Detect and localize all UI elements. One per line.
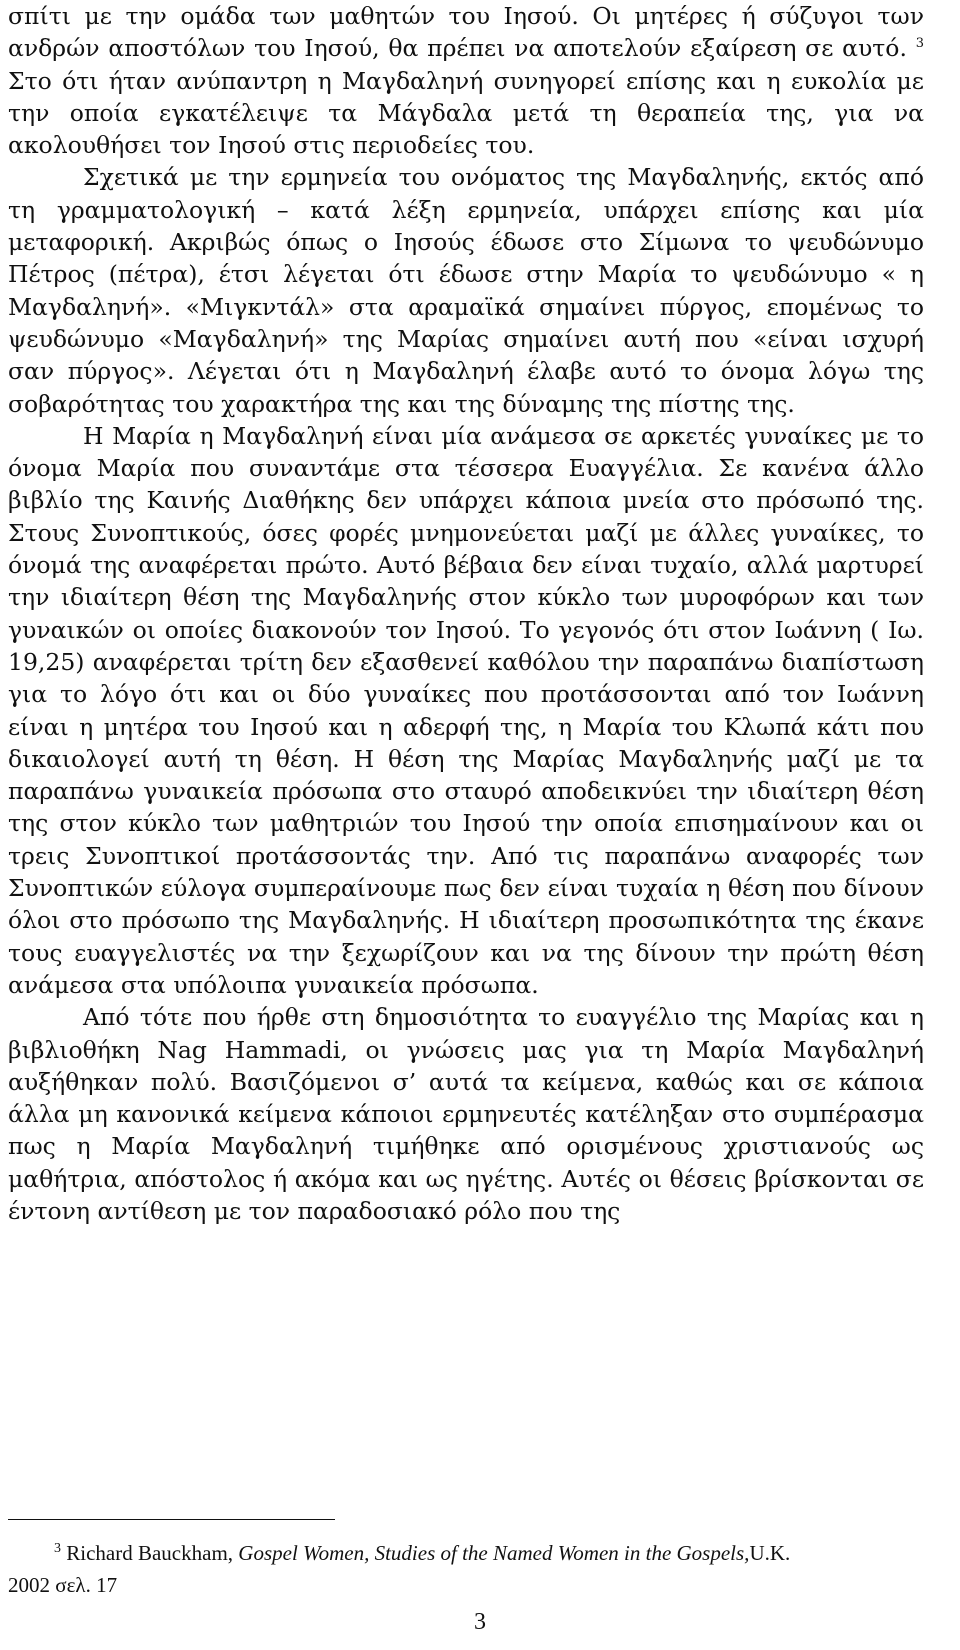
footnote-mark: 3 [54,1541,61,1556]
footnote-line-2: 2002 σελ. 17 [8,1573,118,1597]
footnote [8,1537,924,1601]
page-number: 3 [474,1609,486,1635]
paragraph-1 [8,0,924,161]
paragraph-4: Από τότε που ήρθε στη δημοσιότητα το ευαγγέλιο της Μαρίας και η βιβλιοθήκη Nag Hammadi, οι γνώσεις μας για τη Μαρία Μαγδαληνή αυξήθηκαν πολύ. Βασιζόμενοι σ’ αυτά τα κείμενα, καθώς και σε κάποια άλλα μη κανονικά κείμενα κάποιοι ερμηνευτές κατέληξαν στο συμπέρασμα πως η Μαρία Μαγδαληνή τιμήθηκε από ορισμένους χριστιανούς ως μαθήτρια, απόστολος ή ακόμα και ως ηγέτης. Αυτές οι θέσεις βρίσκονται σε έντονη αντίθεση με τον παραδοσιακό ρόλο που της [8,1003,924,1225]
footnote-author: Richard Bauckham, [66,1541,234,1565]
footnote-reference[interactable]: 3 [915,36,924,52]
body-text [8,0,924,1227]
paragraph-1-text-b: Στο ότι ήταν ανύπαντρη η Μαγδαληνή συνηγορεί επίσης και η ευκολία με την οποία εγκατέλειψε τα Μάγδαλα μετά τη θεραπεία της, για να ακολουθήσει τον Ιησού στις περιοδείες του. [8,66,924,160]
paragraph-1-text-a: σπίτι με την ομάδα των μαθητών του Ιησού. Οι μητέρες ή σύζυγοι των ανδρών αποστόλων του Ιησού, θα πρέπει να αποτελούν εξαίρεση σε αυτό. [8,2,924,63]
footnote-place: U.K. [749,1541,791,1565]
footnote-separator [8,1519,335,1520]
paragraph-2: Σχετικά με την ερμηνεία του ονόματος της Μαγδαληνής, εκτός από τη γραμματολογική – κατά λέξη ερμηνεία, υπάρχει επίσης και μία μεταφορική. Ακριβώς όπως ο Ιησούς έδωσε στο Σίμωνα το ψευδώνυμο Πέτρος (πέτρα), έτσι λέγεται ότι έδωσε στην Μαρία το ψευδώνυμο « η Μαγδαληνή». «Μιγκντάλ» στα αραμαϊκά σημαίνει πύργος, επομένως το ψευδώνυμο «Μαγδαληνή» της Μαρίας σημαίνει αυτή που «είναι ισχυρή σαν πύργος». Λέγεται ότι η Μαγδαληνή έλαβε αυτό το όνομα λόγω της σοβαρότητας του χαρακτήρα της και της δύναμης της πίστης της. [8,163,924,418]
footnote-title: Gospel Women, Studies of the Named Women in the Gospels, [238,1541,750,1565]
paragraph-3: Η Μαρία η Μαγδαληνή είναι μία ανάμεσα σε αρκετές γυναίκες με το όνομα Μαρία που συναντάμε στα τέσσερα Ευαγγέλια. Σε κανένα άλλο βιβλίο της Καινής Διαθήκης δεν υπάρχει κάποια μνεία στο πρόσωπό της. Στους Συνοπτικούς, όσες φορές μνημονεύεται μαζί με άλλες γυναίκες, το όνομά της αναφέρεται πρώτο. Αυτό βέβαια δεν είναι τυχαίο, αλλά μαρτυρεί την ιδιαίτερη θέση της Μαγδαληνής στον κύκλο των μυροφόρων και των γυναικών οι οποίες διακονούν τον Ιησού. Το γεγονός ότι στον Ιωάννη ( Ιω. 19,25) αναφέρεται τρίτη δεν εξασθενεί καθόλου την παραπάνω διαπίστωση για το λόγο ότι και οι δύο γυναίκες που προτάσσονται από τον Ιωάννη είναι η μητέρα του Ιησού και η αδερφή της, η Μαρία του Κλωπά κάτι που δικαιολογεί αυτή τη θέση. Η θέση της Μαρίας Μαγδαληνής μαζί με τα παραπάνω γυναικεία πρόσωπα στο σταυρό αποδεικνύει την ιδιαίτερη θέση της στον κύκλο των μαθητριών του Ιησού την οποία επισημαίνουν και οι τρεις Συνοπτικοί προτάσσοντάς την. Από τις παραπάνω αναφορές των Συνοπτικών εύλογα συμπεραίνουμε πως δεν είναι τυχαία η θέση που δίνουν όλοι στο πρόσωπο της Μαγδαληνής. Η ιδιαίτερη προσωπικότητα της έκανε τους ευαγγελιστές να την ξεχωρίζουν και να της δίνουν την πρώτη θέση ανάμεσα στα υπόλοιπα γυναικεία πρόσωπα. [8,421,924,999]
footnote-line-1 [8,1537,924,1569]
